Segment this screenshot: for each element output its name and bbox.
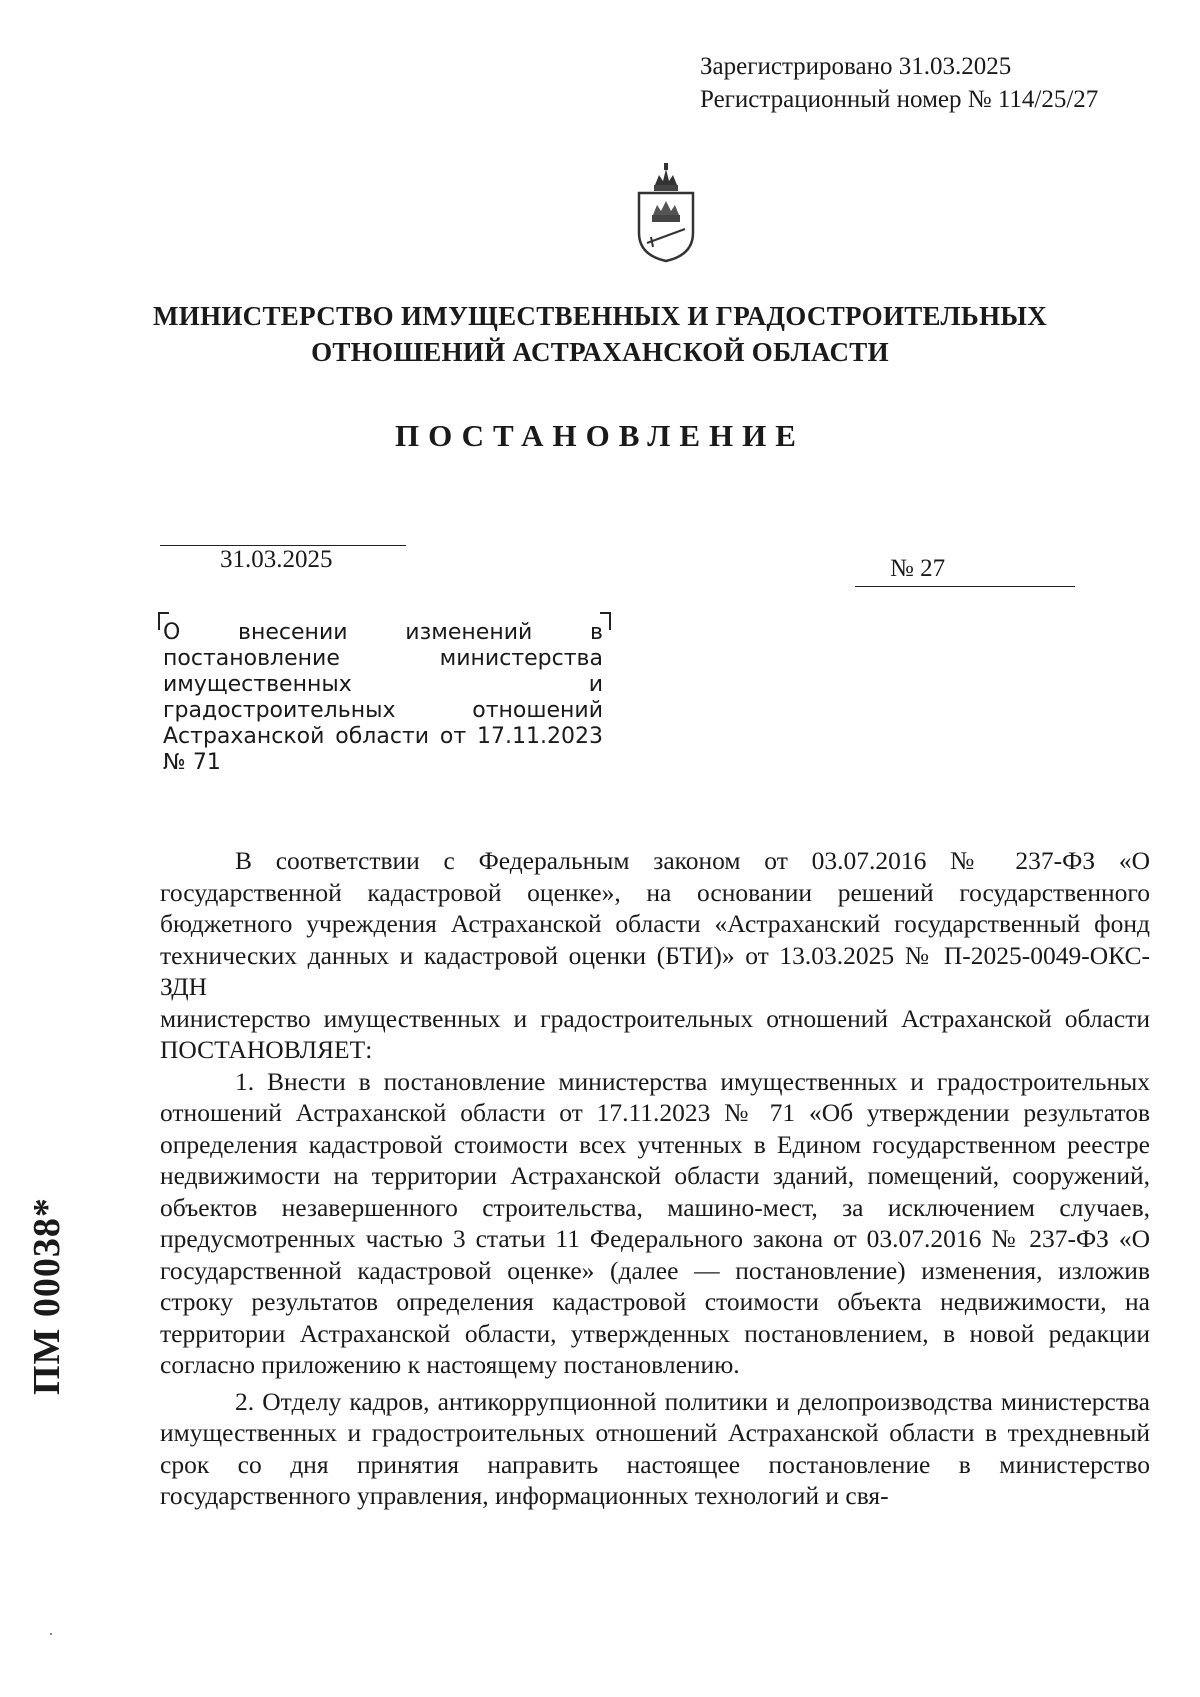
ministry-name	[150, 298, 1050, 370]
registration-number: Регистрационный номер № 114/25/27	[700, 86, 1099, 113]
preamble-paragraph: В соответствии с Федеральным законом от 03.07.2016 № 237-ФЗ «О государственной кадастровой оценке», на основании решений государственного бюджетного учреждения Астраханской области «Астраханский государственный фонд технических данных и кадастровой оценки (БТИ)» от 13.03.2025 № П-2025-0049-ОКС-ЗДН	[160, 846, 1150, 1001]
scan-speck	[50, 1633, 52, 1635]
document-date: 31.03.2025	[220, 546, 333, 573]
subject-text: О внесении изменений в постановление министерства имущественных и градостроительных отношений Астраханской области от 17.11.2023 № 71	[163, 620, 603, 775]
side-stamp: ПМ 00038*	[26, 1197, 68, 1395]
ministry-name-line2: ОТНОШЕНИЙ АСТРАХАНСКОЙ ОБЛАСТИ	[311, 337, 889, 367]
astrakhan-coat-of-arms-icon	[633, 163, 699, 263]
document-number: № 27	[890, 555, 946, 582]
registration-date: Зарегистрировано 31.03.2025	[700, 53, 1012, 80]
item-1-paragraph: 1. Внести в постановление министерства имущественных и градостроительных отношений Астраханской области от 17.11.2023 № 71 «Об утверждении результатов определения кадастровой стоимости всех учтенных в Едином государственном реестре недвижимости на территории Астраханской области зданий, помещений, сооружений, объектов незавершенного строительства, машино-мест, за исключением случаев, предусмотренных частью 3 статьи 11 Федерального закона от 03.07.2016 № 237-ФЗ «О государственной кадастровой оценке» (далее — постановление) изменения, изложив строку результатов определения кадастровой стоимости объекта недвижимости, на территории Астраханской области, утвержденных постановлением, в новой редакции согласно приложению к настоящему постановлению.	[160, 1066, 1150, 1379]
registration-stamp	[700, 50, 1098, 116]
ministry-name-line1: МИНИСТЕРСТВО ИМУЩЕСТВЕННЫХ И ГРАДОСТРОИТЕЛЬНЫХ	[152, 301, 1047, 331]
document-subject	[163, 620, 603, 776]
decree-paragraph: министерство имущественных и градостроительных отношений Астраханской области ПОСТАНОВЛЯЕТ:	[160, 1003, 1150, 1064]
number-underline	[855, 586, 1075, 587]
document-body	[160, 845, 1150, 1512]
item-2-paragraph: 2. Отделу кадров, антикоррупционной политики и делопроизводства министерства имущественных и градостроительных отношений Астраханской области в трехдневный срок со дня принятия направить настоящее постановление в министерство государственного управления, информационных технологий и свя-	[160, 1386, 1150, 1510]
document-type: ПОСТАНОВЛЕНИЕ	[395, 418, 805, 453]
